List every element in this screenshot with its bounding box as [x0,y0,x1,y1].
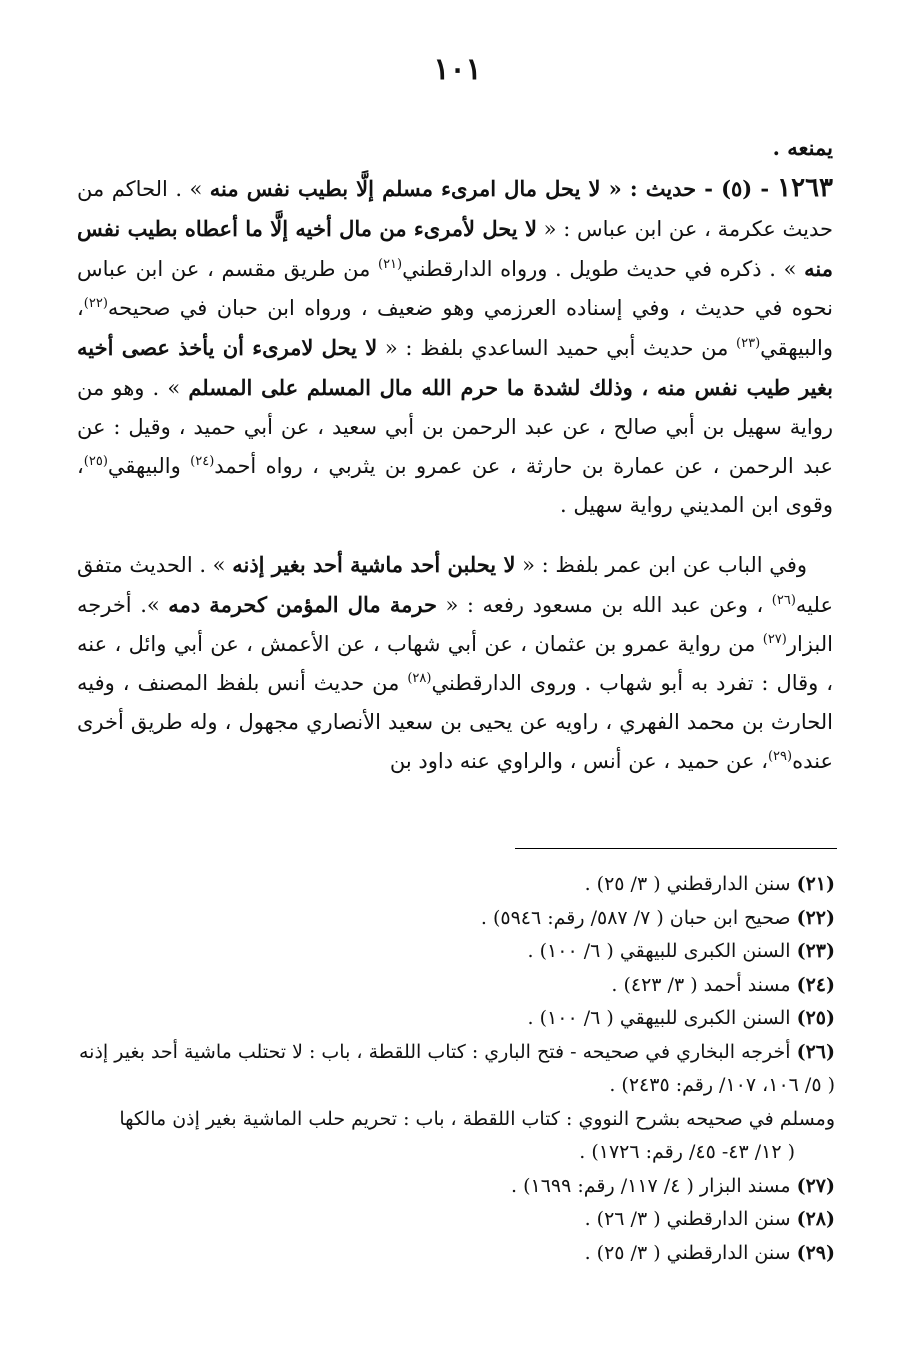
text-span: من حديث أنس بلفظ المصنف ، وفيه الحارث بن محمد الفهري ، راويه عن يحيى بن سعيد الأنصاري مجهول ، وله طريق أخرى عنده [77,671,834,773]
hadith-label: - (٥) - حديث : « [600,176,778,201]
footnote-ref[interactable]: (٢٥) [83,454,108,469]
footnote-number: (٢٥) [796,1007,835,1029]
footnote-number: (٢٤) [796,973,835,996]
footnote-number: (٢٢) [796,906,835,929]
footnote-number: (٢٩) [796,1241,835,1264]
text-span: » . ذكره في حديث طويل . ورواه الدارقطني [402,257,805,281]
footnote-26-muslim-ref: ( ١٢/ ٤٣- ٤٥/ رقم: ١٧٢٦) . [579,1141,795,1163]
text-span: من حديث أبي حميد الساعدي بلفظ : « [377,336,737,360]
footnote-ref[interactable]: (٢٨) [407,671,432,686]
footnote-text: مسند أحمد ( ٣/ ٤٢٣) . [611,973,797,996]
footnote-22 [75,902,835,936]
footnote-27 [75,1170,835,1204]
text-span: ». أخرجه البزار [77,593,833,656]
text-span: ، والبيهقي [77,296,833,360]
continuation-text: يمنعه . [772,135,833,160]
footnote-text: أخرجه البخاري في صحيحه - فتح الباري : كتاب اللقطة ، باب : لا تحتلب ماشية أحد بغير إذنه ( ٥/ ١٠٦، ١٠٧/ رقم: ٢٤٣٥) . [78,1040,835,1096]
footnote-number: (٢٧) [796,1174,835,1197]
footnote-ref[interactable]: (٢٦) [771,593,796,608]
footnote-ref[interactable]: (٢٩) [767,749,793,764]
text-span: وفي الباب عن ابن عمر بلفظ : « [515,553,807,577]
text-span: والبيهقي [107,454,191,478]
footnote-ref[interactable]: (٢١) [377,257,403,272]
footnote-text: سنن الدارقطني ( ٣/ ٢٥) . [584,873,797,895]
footnotes [75,868,835,1270]
footnote-ref[interactable]: (٢٧) [762,632,787,647]
footnote-number: (٢٦) [796,1040,835,1063]
text-span: » . الحاكم من حديث عكرمة ، عن ابن عباس : « [77,177,833,241]
footnote-text: سنن الدارقطني ( ٣/ ٢٥) . [584,1241,797,1264]
footnote-text: مسند البزار ( ٤/ ١١٧/ رقم: ١٦٩٩) . [511,1174,797,1197]
page-number: ١٠١ [433,52,482,87]
bab-paragraph [77,545,833,781]
footnote-23 [75,935,835,969]
footnote-text: سنن الدارقطني ( ٣/ ٢٦) . [584,1208,797,1230]
text-span: من طريق مقسم ، عن ابن عباس نحوه في حديث ، وفي إسناده العرزمي وهو ضعيف ، ورواه ابن حبان في صحيحه [77,257,833,320]
footnote-24 [75,969,835,1003]
footnote-29 [75,1237,835,1271]
footnote-21 [75,868,835,902]
footnote-ref[interactable]: (٢٣) [736,336,761,351]
quoted-text: لا يحل لأمرىء من مال أخيه إلَّا ما أعطاه بطيب نفس منه [77,216,833,281]
footnote-text: السنن الكبرى للبيهقي ( ٦/ ١٠٠) . [527,940,797,962]
footnote-25 [75,1002,835,1036]
footnote-ref[interactable]: (٢٢) [83,296,108,311]
hadith-matn: لا يحل مال امرىء مسلم إلَّا بطيب نفس منه [209,176,601,201]
main-text [77,128,833,781]
footnote-number: (٢١) [796,873,835,895]
footnote-26 [75,1036,835,1103]
text-span: ، عن حميد ، عن أنس ، والراوي عنه داود بن [389,749,768,773]
hadith-number: ١٢٦٣ [777,173,833,203]
footnote-text: صحيح ابن حبان ( ٧/ ٥٨٧/ رقم: ٥٩٤٦) . [480,906,797,929]
text-span: من رواية عمرو بن عثمان ، عن أبي شهاب ، عن الأعمش ، عن أبي وائل ، عنه ، وقال : تفرد به أبو شهاب . وروى الدارقطني [77,632,834,695]
footnote-number: (٢٣) [796,940,835,962]
footnote-text: السنن الكبرى للبيهقي ( ٦/ ١٠٠) . [527,1007,797,1029]
text-span: » . وهو من رواية سهيل بن أبي صالح ، عن عبد الرحمن بن أبي سعيد ، عن أبي حميد ، وقيل : عن عبد الرحمن ، عن عمارة بن حارثة ، عن عمرو بن يثربي ، رواه أحمد [77,376,833,478]
text-span: ، وقوى ابن المديني رواية سهيل . [77,454,833,517]
footnote-28 [75,1203,835,1237]
quoted-text: لا يحل لامرىء أن يأخذ عصى أخيه بغير طيب نفس منه ، وذلك لشدة ما حرم الله مال المسلم على المسلم [77,335,833,400]
hadith-paragraph [77,169,833,525]
footnote-26-muslim: ومسلم في صحيحه بشرح النووي : كتاب اللقطة ، باب : تحريم حلب الماشية بغير إذن مالكها [119,1107,835,1130]
text-span: » . الحديث متفق عليه [76,553,833,617]
footnote-number: (٢٨) [796,1208,835,1230]
footnote-divider [515,848,837,849]
quoted-text: حرمة مال المؤمن كحرمة دمه [168,592,437,617]
text-span: ، وعن عبد الله بن مسعود رفعه : « [436,593,772,617]
footnote-ref[interactable]: (٢٤) [190,454,215,469]
quoted-text: لا يحلبن أحد ماشية أحد بغير إذنه [232,552,516,577]
